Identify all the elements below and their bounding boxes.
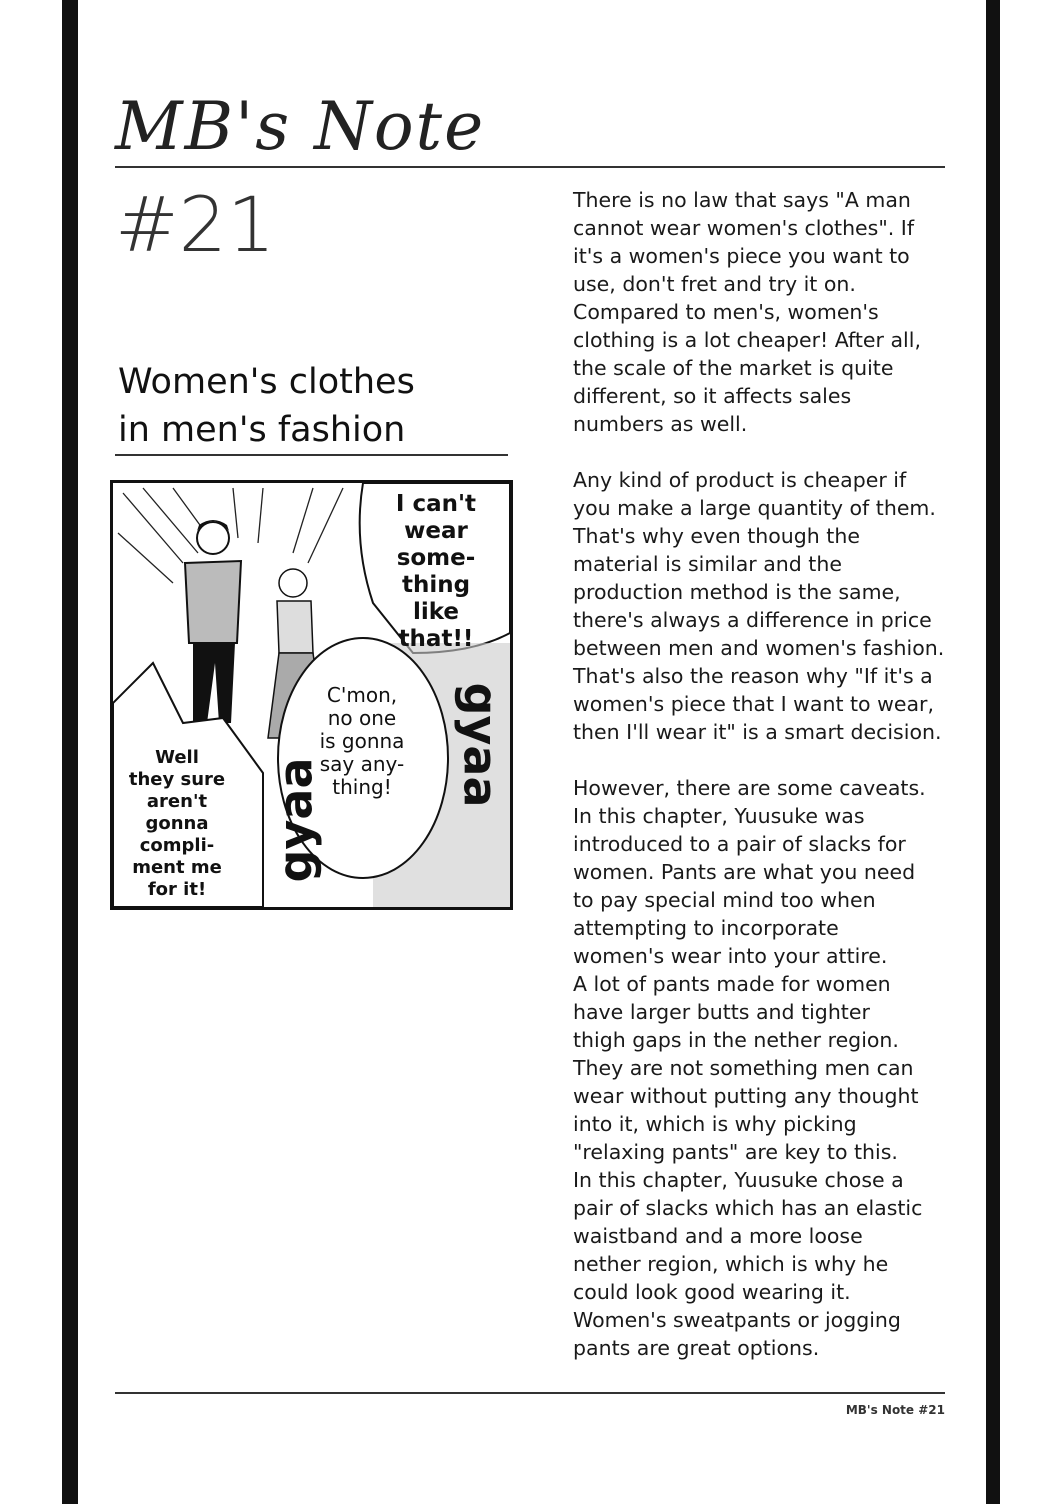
body-line: cannot wear women's clothes". If xyxy=(573,216,915,240)
body-line: the scale of the market is quite xyxy=(573,356,894,380)
body-line: production method is the same, xyxy=(573,580,901,604)
body-line: That's also the reason why "If it's a xyxy=(573,664,933,688)
body-line: In this chapter, Yuusuke chose a xyxy=(573,1168,904,1192)
body-line: nether region, which is why he xyxy=(573,1252,889,1276)
subtitle-line: in men's fashion xyxy=(118,410,406,450)
body-line: pants are great options. xyxy=(573,1336,820,1360)
article-body xyxy=(573,186,963,1390)
body-paragraph xyxy=(573,466,963,746)
body-line: material is similar and the xyxy=(573,552,842,576)
body-line: attempting to incorporate xyxy=(573,916,839,940)
body-line: different, so it affects sales xyxy=(573,384,852,408)
body-line: wear without putting any thought xyxy=(573,1084,919,1108)
body-line: women's wear into your attire. xyxy=(573,944,888,968)
subtitle-divider xyxy=(115,454,508,456)
body-line: introduced to a pair of slacks for xyxy=(573,832,906,856)
body-line: That's why even though the xyxy=(573,524,860,548)
body-line: In this chapter, Yuusuke was xyxy=(573,804,865,828)
man-figure xyxy=(185,520,241,723)
page-footer: MB's Note #21 xyxy=(845,1403,945,1417)
speech-bubble-left-text: Well they sure aren't gonna compli- ment me for it! xyxy=(128,747,226,900)
sound-effect: gyaa xyxy=(453,682,508,808)
body-line: you make a large quantity of them. xyxy=(573,496,936,520)
body-line: numbers as well. xyxy=(573,412,748,436)
body-line: could look good wearing it. xyxy=(573,1280,851,1304)
page-title: MB's Note xyxy=(115,88,486,165)
body-line: Any kind of product is cheaper if xyxy=(573,468,907,492)
body-line: A lot of pants made for women xyxy=(573,972,891,996)
body-line: Women's sweatpants or jogging xyxy=(573,1308,901,1332)
body-line: They are not something men can xyxy=(573,1056,914,1080)
body-line: use, don't fret and try it on. xyxy=(573,272,856,296)
body-line: pair of slacks which has an elastic xyxy=(573,1196,923,1220)
body-line: Compared to men's, women's xyxy=(573,300,879,324)
body-line: then I'll wear it" is a smart decision. xyxy=(573,720,942,744)
body-line: waistband and a more loose xyxy=(573,1224,863,1248)
speech-bubble-right-text: I can't wear some- thing like that!! xyxy=(395,491,477,652)
body-line: have larger butts and tighter xyxy=(573,1000,870,1024)
body-line: clothing is a lot cheaper! After all, xyxy=(573,328,921,352)
body-line: there's always a difference in price xyxy=(573,608,932,632)
body-paragraph xyxy=(573,186,963,438)
body-line: However, there are some caveats. xyxy=(573,776,926,800)
body-line: There is no law that says "A man xyxy=(573,188,911,212)
body-line: it's a women's piece you want to xyxy=(573,244,910,268)
body-line: into it, which is why picking xyxy=(573,1112,857,1136)
subtitle-line: Women's clothes xyxy=(118,362,415,402)
page-border-left xyxy=(62,0,78,1504)
note-number: #21 xyxy=(115,180,276,269)
body-line: between men and women's fashion. xyxy=(573,636,945,660)
title-divider xyxy=(115,166,945,168)
manga-panel xyxy=(110,480,513,910)
body-paragraph xyxy=(573,774,963,1362)
body-line: women. Pants are what you need xyxy=(573,860,916,884)
body-line: thigh gaps in the nether region. xyxy=(573,1028,899,1052)
footer-divider xyxy=(115,1392,945,1394)
section-subtitle xyxy=(118,358,415,454)
body-line: "relaxing pants" are key to this. xyxy=(573,1140,898,1164)
speech-bubble-center-text: C'mon, no one is gonna say any- thing! xyxy=(319,683,405,799)
body-line: women's piece that I want to wear, xyxy=(573,692,935,716)
body-line: to pay special mind too when xyxy=(573,888,876,912)
sound-effect: gyaa xyxy=(268,757,323,883)
page-border-right xyxy=(986,0,1000,1504)
